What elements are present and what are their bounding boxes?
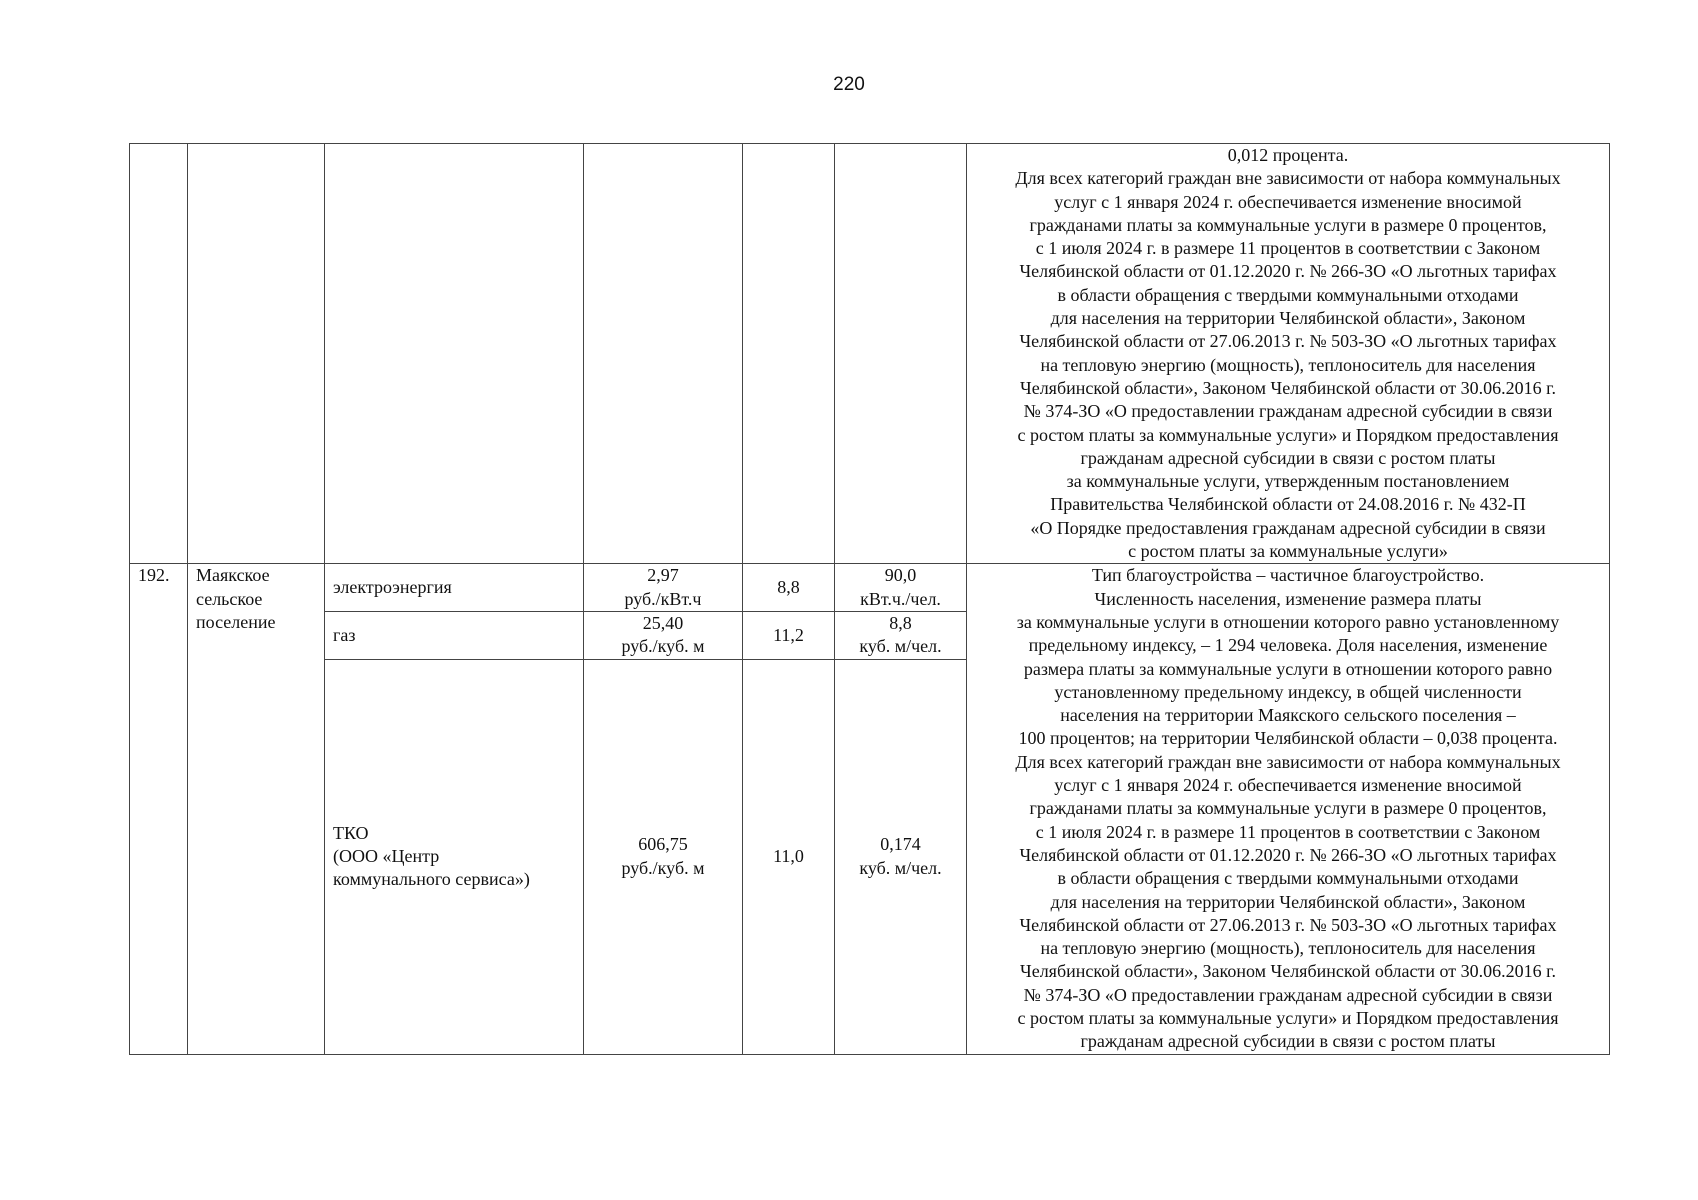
note-line: Челябинской области от 01.12.2020 г. № 266-ЗО «О льготных тарифах bbox=[1019, 844, 1557, 865]
empty-cell bbox=[188, 144, 325, 564]
note-line: № 374-ЗО «О предоставлении гражданам адресной субсидии в связи bbox=[1023, 401, 1553, 422]
note-line: Численность населения, изменение размера платы bbox=[1094, 588, 1482, 609]
note-line: Для всех категорий граждан вне зависимости от набора коммунальных bbox=[1015, 751, 1561, 772]
note-line: «О Порядке предоставления гражданам адресной субсидии в связи bbox=[1030, 517, 1546, 538]
note-line: с ростом платы за коммунальные услуги» и Порядком предоставления bbox=[1017, 424, 1559, 445]
note-line: за коммунальные услуги, утвержденным постановлением bbox=[1066, 471, 1510, 492]
tariff-line: 25,40 bbox=[642, 612, 684, 633]
index-value: 11,2 bbox=[743, 611, 835, 659]
continuation-note bbox=[967, 144, 1610, 564]
note-line: 0,012 процента. bbox=[1227, 145, 1349, 165]
note-line: с 1 июля 2024 г. в размере 11 процентов в соответствии с Законом bbox=[1035, 821, 1541, 842]
note-line: Для всех категорий граждан вне зависимости от набора коммунальных bbox=[1015, 168, 1561, 189]
index-value: 8,8 bbox=[743, 564, 835, 612]
empty-cell bbox=[325, 144, 584, 564]
note-line: гражданами платы за коммунальные услуги в размере 0 процентов, bbox=[1029, 214, 1547, 235]
note-line: на тепловую энергию (мощность), теплоноситель для населения bbox=[1040, 354, 1536, 375]
empty-cell bbox=[743, 144, 835, 564]
note-line: гражданам адресной субсидии в связи с ростом платы bbox=[1080, 1031, 1496, 1052]
empty-cell bbox=[130, 144, 188, 564]
service-line: электроэнергия bbox=[333, 576, 452, 597]
note-line: с ростом платы за коммунальные услуги» bbox=[1128, 541, 1448, 562]
note-line: Челябинской области от 27.06.2013 г. № 503-ЗО «О льготных тарифах bbox=[1019, 331, 1557, 352]
note-line: 100 процентов; на территории Челябинской области – 0,038 процента. bbox=[1018, 728, 1558, 749]
page-number: 220 bbox=[833, 74, 865, 95]
note-line: в области обращения с твердыми коммунальными отходами bbox=[1057, 284, 1519, 305]
note-line: Челябинской области», Законом Челябинской области от 30.06.2016 г. bbox=[1020, 377, 1556, 398]
norm-line: кВт.ч./чел. bbox=[860, 588, 941, 609]
settlement-name bbox=[188, 564, 325, 1054]
note-line: с 1 июля 2024 г. в размере 11 процентов в соответствии с Законом bbox=[1035, 238, 1541, 259]
norm-line: 90,0 bbox=[884, 565, 917, 586]
service-line: газ bbox=[333, 624, 356, 645]
norm-line: 8,8 bbox=[889, 612, 912, 633]
empty-cell bbox=[835, 144, 967, 564]
service-line: коммунального сервиса») bbox=[333, 869, 530, 890]
settlement-line: Маякское bbox=[196, 565, 270, 586]
norm-line: 0,174 bbox=[880, 834, 921, 855]
note-line: установленному предельному индексу, в общей численности bbox=[1054, 681, 1522, 702]
note-line: услуг с 1 января 2024 г. обеспечивается изменение вносимой bbox=[1054, 775, 1522, 796]
tariff-table bbox=[129, 143, 1610, 1055]
note-line: Правительства Челябинской области от 24.08.2016 г. № 432-П bbox=[1050, 494, 1526, 515]
note-line: Челябинской области», Законом Челябинской области от 30.06.2016 г. bbox=[1020, 961, 1556, 982]
note-line: № 374-ЗО «О предоставлении гражданам адресной субсидии в связи bbox=[1023, 984, 1553, 1005]
settlement-line: поселение bbox=[196, 611, 276, 632]
note-line: населения на территории Маякского сельского поселения – bbox=[1060, 705, 1516, 726]
norm-value bbox=[835, 659, 967, 1054]
service-line: ТКО bbox=[333, 822, 369, 843]
norm-value bbox=[835, 564, 967, 612]
norm-line: куб. м/чел. bbox=[859, 636, 942, 657]
tariff-value bbox=[584, 611, 743, 659]
tariff-line: руб./кВт.ч bbox=[624, 588, 702, 609]
index-value: 11,0 bbox=[743, 659, 835, 1054]
note-line: за коммунальные услуги в отношении которого равно установленному bbox=[1016, 611, 1560, 632]
service-name bbox=[325, 611, 584, 659]
tariff-line: руб./куб. м bbox=[621, 636, 705, 657]
note-line: предельному индексу, – 1 294 человека. Доля населения, изменение bbox=[1028, 635, 1548, 656]
note-line: для населения на территории Челябинской области», Законом bbox=[1050, 308, 1526, 329]
service-name bbox=[325, 564, 584, 612]
note-line: с ростом платы за коммунальные услуги» и Порядком предоставления bbox=[1017, 1007, 1559, 1028]
note-line: Челябинской области от 01.12.2020 г. № 266-ЗО «О льготных тарифах bbox=[1019, 261, 1557, 282]
service-line: (ООО «Центр bbox=[333, 845, 440, 866]
tariff-line: 2,97 bbox=[647, 565, 679, 586]
entry-row-electricity bbox=[130, 564, 1610, 612]
tariff-line: 606,75 bbox=[638, 834, 688, 855]
note-line: для населения на территории Челябинской области», Законом bbox=[1050, 891, 1526, 912]
continuation-row bbox=[130, 144, 1610, 564]
note-line: услуг с 1 января 2024 г. обеспечивается изменение вносимой bbox=[1054, 191, 1522, 212]
service-name bbox=[325, 659, 584, 1054]
note-line: на тепловую энергию (мощность), теплоноситель для населения bbox=[1040, 938, 1536, 959]
tariff-line: руб./куб. м bbox=[621, 857, 705, 878]
norm-line: куб. м/чел. bbox=[859, 857, 942, 878]
tariff-value bbox=[584, 564, 743, 612]
note-line: гражданами платы за коммунальные услуги в размере 0 процентов, bbox=[1029, 798, 1547, 819]
entry-note bbox=[967, 564, 1610, 1054]
settlement-line: сельское bbox=[196, 588, 263, 609]
note-line: размера платы за коммунальные услуги в отношении которого равно bbox=[1023, 658, 1553, 679]
entry-number: 192. bbox=[130, 564, 188, 1054]
note-line: Тип благоустройства – частичное благоустройство. bbox=[1091, 565, 1485, 586]
note-line: в области обращения с твердыми коммунальными отходами bbox=[1057, 868, 1519, 889]
tariff-value bbox=[584, 659, 743, 1054]
note-line: Челябинской области от 27.06.2013 г. № 503-ЗО «О льготных тарифах bbox=[1019, 914, 1557, 935]
norm-value bbox=[835, 611, 967, 659]
empty-cell bbox=[584, 144, 743, 564]
note-line: гражданам адресной субсидии в связи с ростом платы bbox=[1080, 447, 1496, 468]
